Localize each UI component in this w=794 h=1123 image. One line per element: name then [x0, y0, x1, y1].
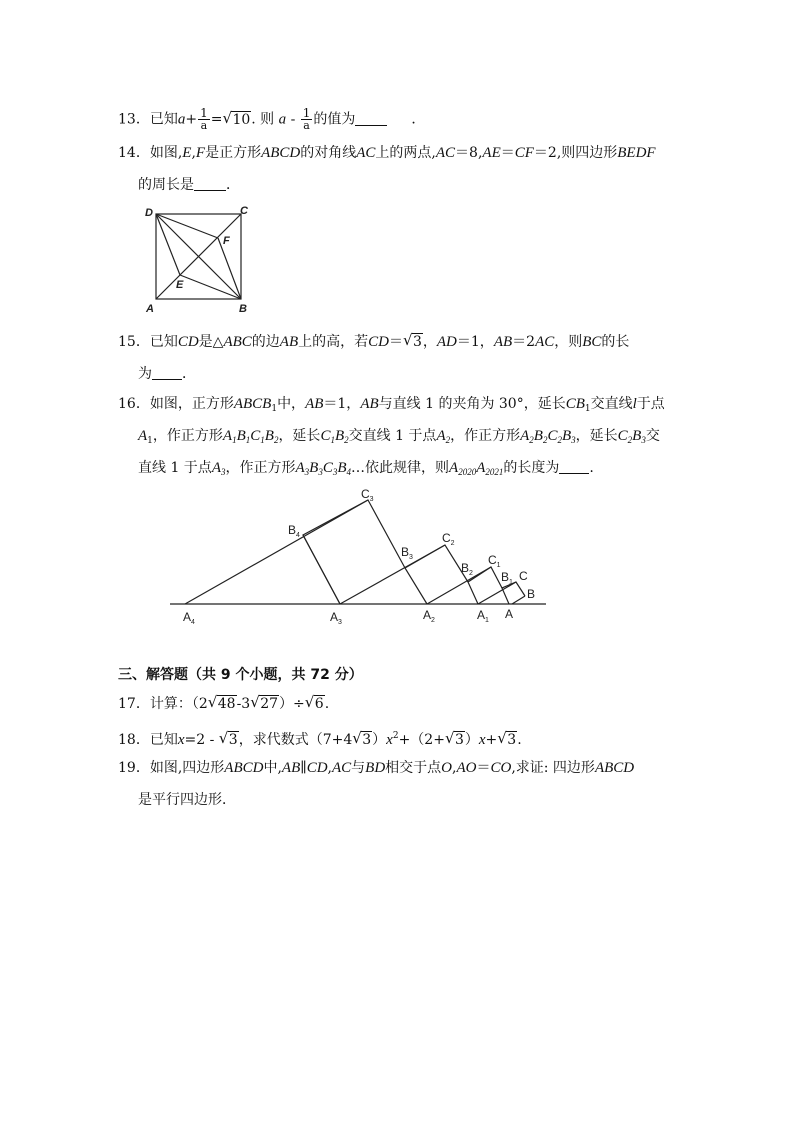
- answer-blank[interactable]: [152, 365, 182, 380]
- question-15-line2: 为 ．: [138, 366, 196, 382]
- svg-text:C: C: [519, 569, 528, 583]
- svg-text:A3: $A_3$: [330, 610, 342, 626]
- svg-text:A1: $A_1$: [477, 608, 489, 624]
- sqrt-3: √ 3: [403, 332, 423, 352]
- label-F: F: [223, 235, 230, 247]
- question-15: 15．已知CD是△ABC的边AB上的高，若CD＝√ 3，AD＝1，AB＝2AC，则BC的长: [118, 332, 629, 352]
- svg-text:B4: $B_4$: [288, 523, 300, 539]
- sqrt-48: √ 48: [208, 694, 237, 714]
- question-14: 14．如图,E,F是正方形ABCD的对角线AC上的两点,AC＝8,AE＝CF＝2,则四边形BEDF: [118, 145, 656, 161]
- svg-text:C3: $C_3$: [361, 488, 374, 503]
- label-C: C: [240, 205, 248, 217]
- svg-text:A2: $A_2$: [423, 608, 435, 624]
- answer-blank[interactable]: [559, 459, 589, 474]
- squares-figure-q16: [168, 488, 568, 628]
- sqrt-27: √ 27: [250, 694, 279, 714]
- svg-text:B1: $B_1$: [501, 570, 513, 586]
- section-heading: 三、解答题（共 9 个小题，共 72 分）: [118, 667, 363, 683]
- question-16-line2: $A_1$，作正方形$A_1B_1C_1B_2$，延长$C_1B_2$交直线 1 于点$A_2$，作正方形$A_2B_2C_2B_3$，延长$C_2B_3$交: [138, 428, 660, 446]
- question-17: 17．计算：（2√ 48-3√ 27）÷√ 6.: [118, 694, 329, 714]
- sqrt-6: √ 6: [305, 694, 325, 714]
- question-16-line3: 直线 1 于点$A_3$，作正方形$A_3B_3C_3B_4\dots$依此规律，则$A_{2020}A_{2021}$的长度为 .: [138, 460, 594, 477]
- question-19: 19．如图,四边形ABCD中,AB∥CD,AC与BD相交于点O,AO＝CO,求证: 四边形ABCD: [118, 760, 635, 776]
- sqrt-10: √ 10: [222, 110, 251, 130]
- label-E: E: [176, 279, 184, 291]
- label-A: A: [146, 303, 154, 315]
- question-16: 16．如图，正方形$ABCB_1$中，AB＝1，AB与直线 1 的夹角为 30°，延长$CB_1$交直线l于点: [118, 396, 665, 414]
- svg-text:B3: $B_3$: [401, 545, 413, 561]
- svg-text:B: B: [527, 587, 536, 601]
- question-13: 13．已知a+ $\frac{1}{a}$ =√ 10. 则 a - $\frac{1}{a}$ 的值为 ．: [118, 108, 425, 131]
- svg-text:B2: $B_2$: [461, 561, 473, 577]
- answer-blank[interactable]: [194, 176, 226, 191]
- square-figure-q14: [142, 204, 262, 319]
- svg-text:A4: $A_4$: [183, 610, 195, 626]
- answer-blank[interactable]: [355, 111, 387, 126]
- svg-text:C2: $C_2$: [442, 531, 455, 547]
- fraction-1-over-a: $\frac{1}{a}$: [200, 106, 208, 132]
- question-19-line2: 是平行四边形．: [138, 792, 236, 808]
- label-D: D: [145, 207, 153, 219]
- question-18: 18．已知x=2 - √ 3，求代数式（7+4√ $3)x^2+(2+√$ 3）x+√ 3.: [118, 726, 522, 750]
- svg-text:A: A: [505, 607, 514, 621]
- fraction-1-over-a: $\frac{1}{a}$: [302, 106, 311, 132]
- svg-text:C1: $C_1$: [488, 553, 501, 569]
- question-14-line2: 的周长是 ．: [138, 177, 240, 193]
- label-B: B: [239, 303, 247, 315]
